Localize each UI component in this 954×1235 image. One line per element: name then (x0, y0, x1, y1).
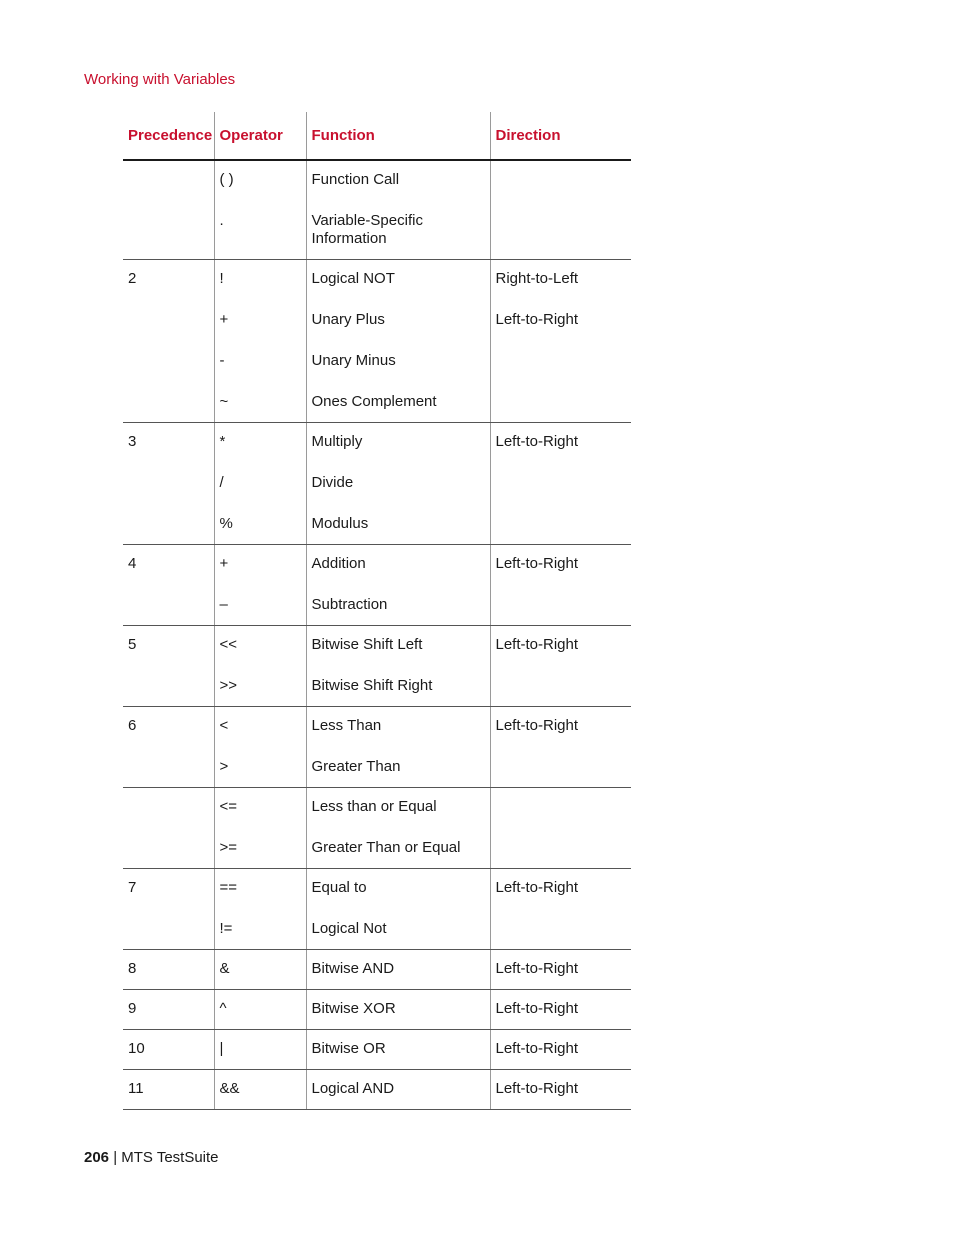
header-operator: Operator (214, 112, 306, 160)
precedence-value (128, 798, 210, 816)
precedence-cell (123, 1030, 214, 1070)
function-value: Divide (311, 474, 354, 491)
operator-value: | (219, 1040, 224, 1057)
function-cell (306, 950, 490, 990)
operator-value: . (219, 212, 224, 229)
direction-cell (490, 869, 631, 950)
page-footer (84, 1149, 219, 1166)
function-value: Bitwise XOR (311, 1000, 396, 1017)
precedence-cell (123, 950, 214, 990)
operator-cell (214, 260, 306, 423)
function-value: Subtraction (311, 596, 388, 613)
operator-value: & (219, 960, 230, 977)
function-value: Greater Than or Equal (311, 839, 461, 856)
precedence-cell (123, 626, 214, 707)
precedence-cell (123, 160, 214, 260)
precedence-value: 11 (128, 1080, 144, 1097)
function-value: Less Than (311, 717, 382, 734)
precedence-value: 5 (128, 636, 137, 653)
operator-value: - (219, 352, 225, 369)
direction-value: Left-to-Right (495, 879, 579, 896)
precedence-value: 7 (128, 879, 137, 896)
direction-cell (490, 260, 631, 423)
function-value: Logical NOT (311, 270, 395, 287)
operator-value: ! (219, 270, 224, 287)
operator-value: ( ) (219, 171, 234, 188)
precedence-value: 2 (128, 270, 137, 287)
operator-value: + (219, 311, 229, 328)
operator-value: ~ (219, 393, 229, 410)
operator-value: % (219, 515, 233, 532)
operator-value: != (219, 920, 233, 937)
function-cell (306, 545, 490, 626)
header-precedence: Precedence (123, 112, 214, 160)
table-row (123, 260, 631, 423)
table-row (123, 545, 631, 626)
function-cell (306, 869, 490, 950)
precedence-value: 8 (128, 960, 137, 977)
operator-value: && (219, 1080, 240, 1097)
precedence-cell (123, 788, 214, 869)
section-title: Working with Variables (84, 71, 236, 88)
precedence-cell (123, 990, 214, 1030)
precedence-value: 9 (128, 1000, 137, 1017)
operator-cell (214, 160, 306, 260)
precedence-cell (123, 707, 214, 788)
function-cell (306, 626, 490, 707)
page-number: 206 (84, 1149, 110, 1166)
operator-cell (214, 990, 306, 1030)
direction-value (496, 798, 628, 816)
direction-value: Left-to-Right (495, 555, 579, 572)
function-value: Multiply (311, 433, 363, 450)
function-value: Function Call (311, 171, 400, 188)
precedence-value: 4 (128, 555, 137, 572)
direction-cell (490, 626, 631, 707)
table-row (123, 869, 631, 950)
direction-value: Left-to-Right (495, 960, 579, 977)
function-cell (306, 707, 490, 788)
direction-cell (490, 160, 631, 260)
header-function: Function (306, 112, 490, 160)
direction-cell (490, 545, 631, 626)
precedence-cell (123, 1070, 214, 1110)
direction-value: Left-to-Right (495, 1080, 579, 1097)
operator-cell (214, 707, 306, 788)
operator-value: < (219, 717, 229, 734)
operator-value: <= (219, 798, 238, 815)
precedence-value: 10 (128, 1040, 145, 1057)
table-row (123, 160, 631, 260)
operator-cell (214, 869, 306, 950)
table-row (123, 990, 631, 1030)
function-value: Unary Plus (311, 311, 385, 328)
direction-cell (490, 423, 631, 545)
precedence-cell (123, 260, 214, 423)
operator-value: == (219, 879, 238, 896)
direction-cell (490, 990, 631, 1030)
function-value: Less than or Equal (311, 798, 437, 815)
direction-value: Left-to-Right (495, 311, 579, 328)
footer-separator: | (109, 1149, 122, 1166)
precedence-cell (123, 545, 214, 626)
direction-value (496, 171, 628, 189)
function-value: Bitwise OR (311, 1040, 386, 1057)
direction-cell (490, 788, 631, 869)
operator-cell (214, 788, 306, 869)
function-value: Equal to (311, 879, 367, 896)
table-row (123, 707, 631, 788)
direction-cell (490, 950, 631, 990)
operator-value: ^ (219, 1000, 227, 1017)
function-value: Unary Minus (311, 352, 396, 369)
table-row (123, 626, 631, 707)
function-value: Ones Complement (311, 393, 437, 410)
operator-cell (214, 423, 306, 545)
operator-value: – (219, 596, 228, 613)
direction-value: Left-to-Right (495, 433, 579, 450)
product-name: MTS TestSuite (121, 1149, 219, 1166)
operator-value: / (219, 474, 224, 491)
function-value: Addition (311, 555, 366, 572)
operator-value: >= (219, 839, 238, 856)
table-row (123, 1030, 631, 1070)
direction-cell (490, 1030, 631, 1070)
operator-value: > (219, 758, 229, 775)
function-cell (306, 160, 490, 260)
table-row (123, 423, 631, 545)
function-value: Logical AND (311, 1080, 395, 1097)
function-cell (306, 423, 490, 545)
operator-precedence-table (123, 112, 631, 1110)
function-cell (306, 788, 490, 869)
operator-cell (214, 626, 306, 707)
function-value: Bitwise Shift Left (311, 636, 423, 653)
table-row (123, 950, 631, 990)
direction-value: Right-to-Left (495, 270, 579, 287)
precedence-cell (123, 869, 214, 950)
operator-value: * (219, 433, 226, 450)
precedence-value: 3 (128, 433, 137, 450)
table-header-row (123, 112, 631, 160)
function-value: Bitwise Shift Right (311, 677, 433, 694)
header-direction: Direction (490, 112, 631, 160)
function-cell (306, 990, 490, 1030)
precedence-value: 6 (128, 717, 137, 734)
function-cell (306, 1030, 490, 1070)
direction-cell (490, 707, 631, 788)
function-cell (306, 260, 490, 423)
direction-value: Left-to-Right (495, 636, 579, 653)
direction-value: Left-to-Right (495, 717, 579, 734)
direction-value: Left-to-Right (495, 1040, 579, 1057)
direction-value: Left-to-Right (495, 1000, 579, 1017)
function-value: Variable-Specific Information (311, 212, 423, 247)
function-value: Logical Not (311, 920, 387, 937)
operator-cell (214, 1070, 306, 1110)
direction-cell (490, 1070, 631, 1110)
function-value: Modulus (311, 515, 369, 532)
operator-cell (214, 950, 306, 990)
precedence-cell (123, 423, 214, 545)
precedence-value (128, 171, 210, 189)
function-value: Bitwise AND (311, 960, 395, 977)
operator-value: + (219, 555, 229, 572)
operator-value: << (219, 636, 238, 653)
operator-value: >> (219, 677, 238, 694)
table-row (123, 788, 631, 869)
operator-cell (214, 545, 306, 626)
function-cell (306, 1070, 490, 1110)
table-body (123, 160, 631, 1110)
operator-cell (214, 1030, 306, 1070)
function-value: Greater Than (311, 758, 401, 775)
table-row (123, 1070, 631, 1110)
